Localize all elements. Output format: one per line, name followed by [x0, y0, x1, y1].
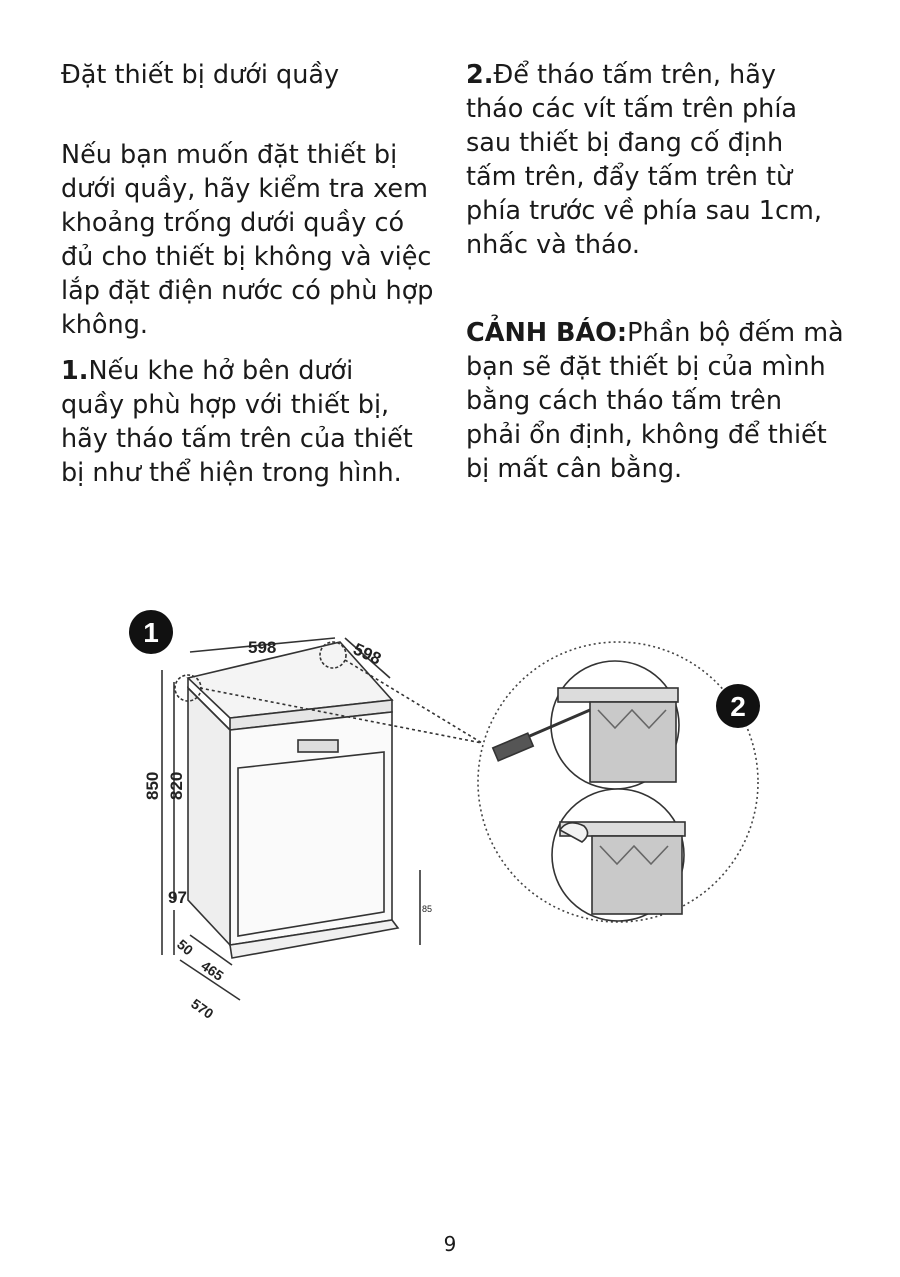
step-2-paragraph — [466, 58, 866, 262]
section-title: Đặt thiết bị dưới quầy — [61, 60, 340, 90]
callout-2-label: 2 — [730, 691, 746, 722]
intro-paragraph: Nếu bạn muốn đặt thiết bị dưới quầy, hãy kiểm tra xem khoảng trống dưới quầy có đủ cho thiết bị không và việc lắp đặt điện nước có phù hợp không. — [61, 140, 434, 340]
dim-foot-label: 50 — [174, 936, 197, 959]
dim-height-body-label: 820 — [167, 771, 186, 800]
dim-depth-top-label: 598 — [350, 639, 385, 669]
step-2-text: Để tháo tấm trên, hãy tháo các vít tấm trên phía sau thiết bị đang cố định tấm trên, đẩy tấm trên từ phía trước về phía sau 1cm, nhấc và tháo. — [466, 60, 822, 260]
dim-height-total-label: 850 — [143, 771, 162, 800]
right-column — [466, 58, 866, 486]
dim-width-label: 598 — [248, 638, 277, 657]
dim-depth-total-label: 570 — [188, 995, 217, 1022]
step-1-text: Nếu khe hở bên dưới quầy phù hợp với thiết bị, hãy tháo tấm trên của thiết bị như thể hiện trong hình. — [61, 356, 413, 488]
dim-kick-label: 85 — [422, 904, 433, 914]
dishwasher-dimension-diagram — [120, 560, 860, 1030]
door-handle — [298, 740, 338, 752]
step-2-number: 2. — [466, 60, 494, 90]
dim-plinth-label: 97 — [168, 888, 187, 907]
warning-paragraph — [466, 316, 866, 486]
step-1-number: 1. — [61, 356, 89, 386]
step-1-paragraph — [61, 354, 441, 490]
dim-depth-base-label: 465 — [198, 957, 227, 984]
page-number: 9 — [443, 1232, 457, 1256]
warning-label: CẢNH BÁO: — [466, 318, 628, 348]
callout-1-label: 1 — [143, 617, 159, 648]
left-column — [61, 58, 441, 490]
warning-text: Phần bộ đếm mà bạn sẽ đặt thiết bị của mình bằng cách tháo tấm trên phải ổn định, không để thiết bị mất cân bằng. — [466, 318, 844, 484]
